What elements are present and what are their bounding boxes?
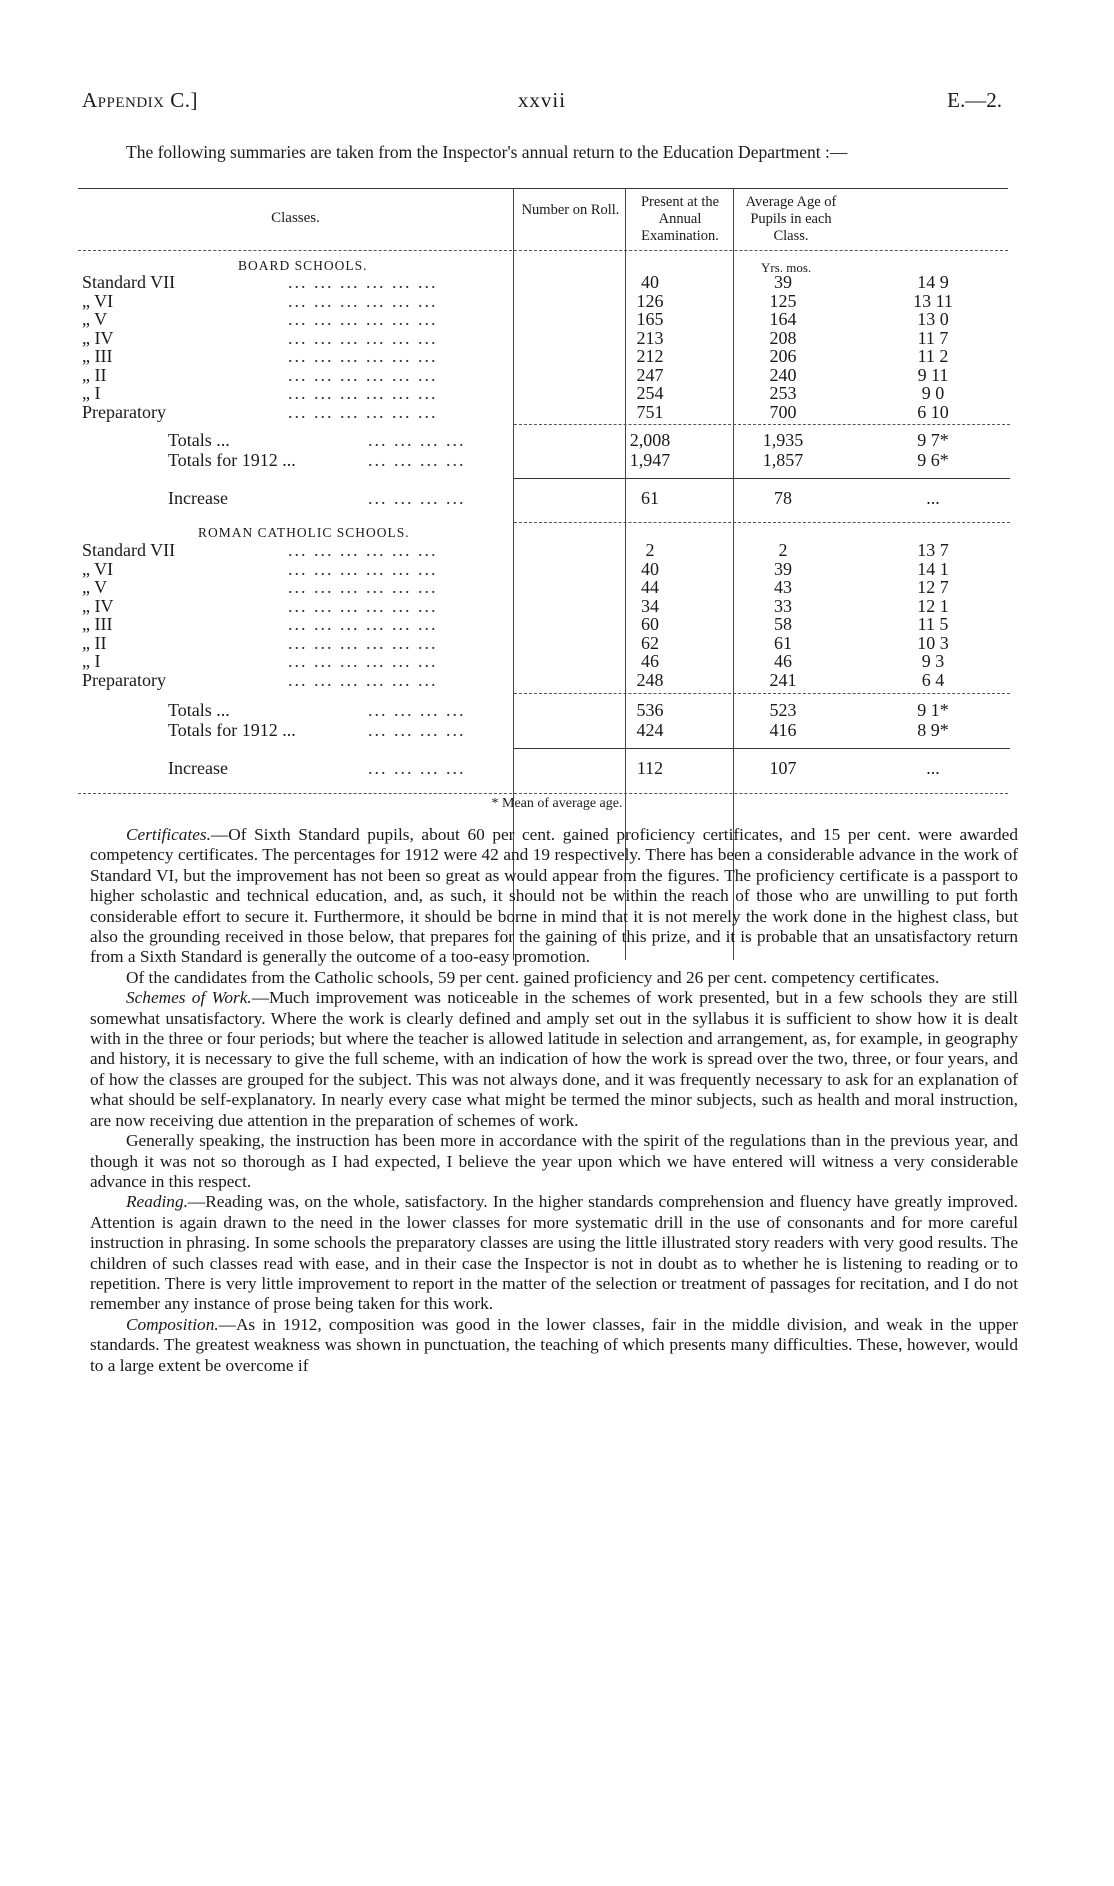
table-row	[78, 758, 1008, 779]
age-cell: 8 9*	[917, 720, 949, 740]
age-cell: 11 2	[917, 346, 949, 366]
roll-cell: 112	[636, 758, 664, 778]
page-header	[82, 88, 1002, 118]
age-cell: 6 10	[917, 401, 949, 422]
header-bottom-rule	[78, 250, 1008, 251]
leader-dots: ... ... ... ... ... ...	[288, 614, 438, 634]
intro-text: The following summaries are taken from the Inspector's annual return to the Education Department :—	[126, 142, 848, 162]
row-label: Increase	[168, 758, 228, 778]
heading-certificates: Certificates.	[126, 825, 211, 844]
body-text	[90, 825, 1018, 1376]
leader-dots: ... ... ... ... ... ...	[288, 327, 438, 348]
present-cell: 125	[769, 290, 797, 311]
age-cell: 14 9	[917, 272, 949, 292]
col-header-roll: Number on Roll.	[521, 202, 620, 218]
roll-cell: 44	[641, 577, 659, 597]
document-code: E.—2.	[947, 88, 1002, 112]
rc-schools-title: ROMAN CATHOLIC SCHOOLS.	[198, 525, 410, 540]
roll-cell: 212	[636, 346, 664, 366]
present-cell: 253	[769, 383, 797, 403]
col-header-present: Present at the Annual Examination.	[640, 194, 720, 244]
leader-dots: ... ... ... ... ... ...	[288, 577, 438, 597]
leader-dots: ... ... ... ... ... ...	[288, 364, 438, 385]
row-label: „ II	[82, 364, 107, 385]
leader-dots: ... ... ... ...	[368, 488, 466, 508]
present-cell: 107	[769, 758, 797, 778]
row-label: Preparatory	[82, 669, 166, 690]
leader-dots: ... ... ... ...	[368, 700, 466, 720]
age-cell: 9 7*	[917, 430, 949, 450]
row-label: Totals for 1912 ...	[168, 720, 296, 740]
age-cell: 9 0	[921, 383, 945, 403]
row-label: „ III	[82, 346, 113, 366]
paragraph-catholic: Of the candidates from the Catholic schools, 59 per cent. gained proficiency and 26 per cent. competency certificates.	[126, 967, 940, 987]
board-schools-title: BOARD SCHOOLS.	[238, 258, 368, 273]
paragraph-reading: Reading.—Reading was, on the whole, satisfactory. In the higher standards comprehension and fluency have greatly improved. Attention is again drawn to the need in the lower classes for more systematic drill in the use of consonants and for more careful instruction in phrasing. In some schools the preparatory classes are using the little illustrated story readers with very good results. The children of such classes read with ease, and in their case the Inspector is not in doubt as to whether he is listening to reading or to repetition. There is very little improvement to report in the matter of the selection or treatment of passages for recitation, and I do not remember any instance of prose being taken for this work.	[90, 1192, 1018, 1314]
leader-dots: ... ... ... ...	[368, 450, 466, 470]
table-bottom-rule	[78, 793, 1008, 794]
row-label: Totals ...	[168, 430, 230, 450]
roll-cell: 60	[641, 614, 659, 634]
age-cell: 12 7	[917, 577, 949, 597]
paragraph-certificates: Certificates.—Of Sixth Standard pupils, about 60 per cent. gained proficiency certificates, and 15 per cent. were awarded competency certificates. The percentages for 1912 were 42 and 19 respectively. There has been a considerable advance in the work of Standard VI, but the improvement has not been so great as would appear from the figures. The proficiency certificate is a passport to higher scholastic and technical education, and, as such, it should not be within the reach of those who are unwilling to put forth considerable effort to secure it. Furthermore, it should be borne in mind that it is not merely the work done in the highest class, but also the grounding received in those below, that prepares for the gaining of this prize, and it is probable that an unsatisfactory return from a Sixth Standard is generally the outcome of a too-easy promotion.	[90, 825, 1018, 967]
roll-cell: 62	[641, 632, 659, 653]
roll-cell: 248	[636, 669, 664, 690]
paragraph-composition: Composition.—As in 1912, composition was good in the lower classes, fair in the middle division, and weak in the upper standards. The greatest weakness was shown in punctuation, the teaching of which presents many difficulties. These, however, would to a large extent be overcome if	[90, 1314, 1018, 1375]
roll-cell: 1,947	[629, 450, 671, 470]
heading-composition: Composition.	[126, 1314, 219, 1334]
age-cell: 9 1*	[917, 700, 949, 720]
row-label: „ IV	[82, 327, 114, 348]
age-cell: 9 11	[917, 364, 949, 385]
leader-dots: ... ... ... ... ... ...	[288, 272, 438, 292]
table-row	[78, 670, 1008, 691]
present-cell: 164	[769, 309, 797, 329]
present-cell: 39	[774, 558, 792, 579]
age-cell: ...	[926, 488, 940, 508]
table-row	[78, 488, 1008, 509]
row-label: Standard VII	[82, 272, 176, 292]
leader-dots: ... ... ... ... ... ...	[288, 346, 438, 366]
row-label: „ I	[82, 651, 101, 671]
present-cell: 206	[769, 346, 797, 366]
present-cell: 700	[769, 401, 797, 422]
roll-cell: 2,008	[629, 430, 671, 450]
age-cell: 12 1	[917, 595, 949, 616]
age-cell: 13 0	[917, 309, 949, 329]
leader-dots: ... ... ... ...	[368, 720, 466, 740]
present-cell: 416	[769, 720, 797, 740]
heading-schemes: Schemes of Work.	[126, 988, 252, 1008]
age-cell: ...	[926, 758, 940, 778]
table-row	[78, 720, 1008, 741]
leader-dots: ... ... ... ... ... ...	[288, 595, 438, 616]
heading-reading: Reading.	[126, 1192, 188, 1212]
roll-cell: 126	[636, 290, 664, 311]
row-label: „ III	[82, 614, 113, 634]
present-cell: 1,857	[762, 450, 804, 470]
leader-dots: ... ... ... ... ... ...	[288, 632, 438, 653]
present-cell: 43	[774, 577, 792, 597]
col-header-classes: Classes.	[271, 210, 320, 226]
row-label: „ V	[82, 577, 108, 597]
roll-cell: 247	[636, 364, 664, 385]
roll-cell: 2	[645, 540, 655, 560]
table-row	[78, 700, 1008, 721]
roll-cell: 536	[636, 700, 664, 720]
age-cell: 9 6*	[917, 450, 949, 470]
roll-cell: 751	[636, 401, 664, 422]
leader-dots: ... ... ... ... ... ...	[288, 651, 438, 671]
leader-dots: ... ... ... ... ... ...	[288, 383, 438, 403]
age-cell: 11 5	[917, 614, 949, 634]
age-cell: 9 3	[921, 651, 945, 671]
age-cell: 13 7	[917, 540, 949, 560]
roll-cell: 40	[641, 272, 659, 292]
present-cell: 241	[769, 669, 797, 690]
present-cell: 33	[774, 595, 792, 616]
present-cell: 208	[769, 327, 797, 348]
age-units-label: Yrs. mos.	[761, 260, 812, 275]
roll-cell: 61	[641, 488, 659, 508]
present-cell: 240	[769, 364, 797, 385]
present-cell: 46	[774, 651, 792, 671]
table-footnote: * Mean of average age.	[491, 796, 623, 811]
roll-cell: 34	[641, 595, 659, 616]
leader-dots: ... ... ... ... ... ...	[288, 669, 438, 690]
row-label: Totals ...	[168, 700, 230, 720]
leader-dots: ... ... ... ...	[368, 758, 466, 778]
rc-increase-rule	[514, 748, 1010, 749]
age-cell: 6 4	[921, 669, 945, 690]
present-cell: 1,935	[762, 430, 804, 450]
age-cell: 10 3	[917, 632, 949, 653]
row-label: Totals for 1912 ...	[168, 450, 296, 470]
table-row	[78, 450, 1008, 471]
age-cell: 14 1	[917, 558, 949, 579]
present-cell: 2	[778, 540, 788, 560]
table-row	[78, 402, 1008, 423]
row-label: „ V	[82, 309, 108, 329]
leader-dots: ... ... ... ... ... ...	[288, 309, 438, 329]
row-label: Standard VII	[82, 540, 176, 560]
row-label: Preparatory	[82, 401, 166, 422]
board-subtotal-rule	[514, 424, 1010, 425]
present-cell: 78	[774, 488, 792, 508]
age-cell: 11 7	[917, 327, 949, 348]
col-header-age: Average Age of Pupils in each Class.	[745, 194, 837, 244]
roll-cell: 165	[636, 309, 664, 329]
page-number: xxvii	[517, 88, 567, 112]
appendix-label: Appendix C.]	[82, 88, 199, 112]
roll-cell: 213	[636, 327, 664, 348]
paragraph-schemes: Schemes of Work.—Much improvement was noticeable in the schemes of work presented, but in a few schools they are still somewhat unsatisfactory. Where the work is clearly defined and amply set out in the syllabus it is sufficient to show how it is dealt with in the three or four periods; but where the teacher is allowed latitude in selection and arrangement, as, for example, in geography and history, it is necessary to give the full scheme, with an indication of how the work is spread over the two, three, or four years, and of how the classes are grouped for the subject. This was not always done, and it was frequently necessary to ask for an explanation of what should be self-explanatory. In nearly every case what might be termed the minor subjects, such as health and moral instruction, are now receiving due attention in the preparation of schemes of work.	[90, 988, 1018, 1130]
leader-dots: ... ... ... ... ... ...	[288, 540, 438, 560]
roll-cell: 424	[636, 720, 664, 740]
paragraph-general: Generally speaking, the instruction has been more in accordance with the spirit of the regulations than in the previous year, and though it was not so thorough as I had expected, I believe the year upon which we have entered will witness a very considerable advance in this respect.	[90, 1131, 1018, 1191]
roll-cell: 46	[641, 651, 659, 671]
leader-dots: ... ... ... ...	[368, 430, 466, 450]
roll-cell: 40	[641, 558, 659, 579]
present-cell: 523	[769, 700, 797, 720]
row-label: „ IV	[82, 595, 114, 616]
table-top-rule	[78, 188, 1008, 189]
leader-dots: ... ... ... ... ... ...	[288, 401, 438, 422]
row-label: „ I	[82, 383, 101, 403]
age-cell: 13 11	[913, 290, 953, 311]
roll-cell: 254	[636, 383, 664, 403]
table-row	[78, 430, 1008, 451]
rc-section-rule	[514, 522, 1010, 523]
rc-subtotal-rule	[514, 693, 1010, 694]
leader-dots: ... ... ... ... ... ...	[288, 290, 438, 311]
leader-dots: ... ... ... ... ... ...	[288, 558, 438, 579]
row-label: Increase	[168, 488, 228, 508]
present-cell: 58	[774, 614, 792, 634]
row-label: „ II	[82, 632, 107, 653]
present-cell: 39	[774, 272, 792, 292]
present-cell: 61	[774, 632, 792, 653]
row-label: „ VI	[82, 290, 114, 311]
board-increase-rule	[514, 478, 1010, 479]
row-label: „ VI	[82, 558, 114, 579]
